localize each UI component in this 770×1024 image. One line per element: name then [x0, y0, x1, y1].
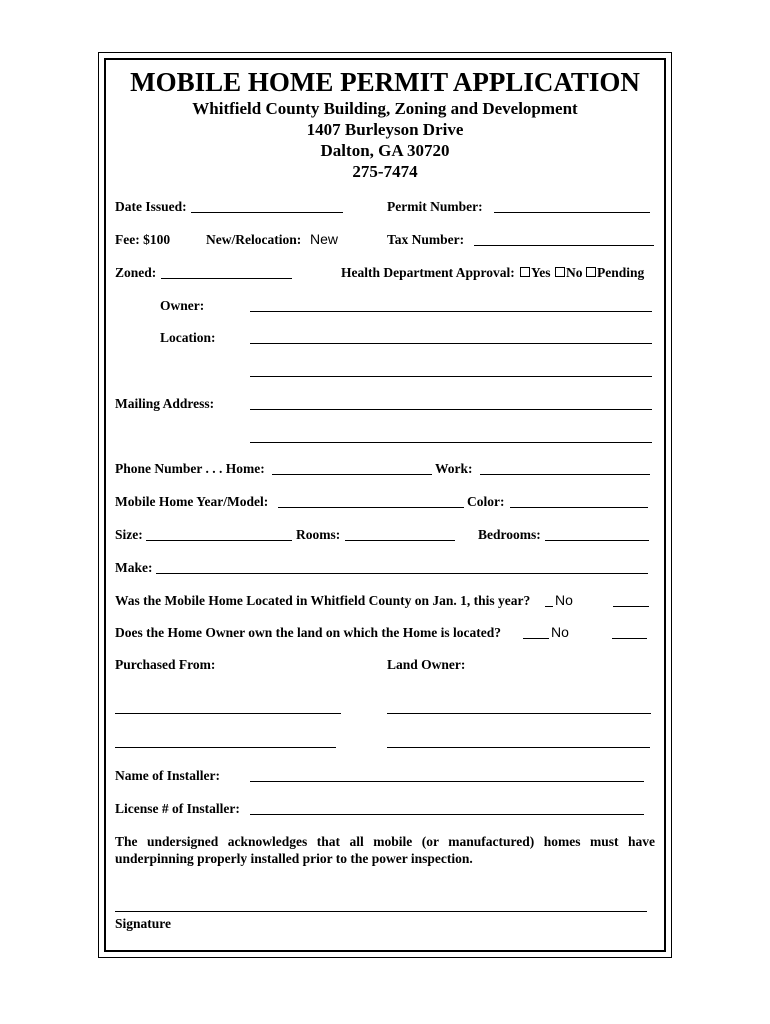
org-city: Dalton, GA 30720: [320, 141, 450, 160]
purchased-from-field-2[interactable]: [115, 747, 336, 748]
tax-number-label: Tax Number:: [387, 232, 465, 247]
year-model-label: Mobile Home Year/Model:: [115, 494, 269, 509]
own-land-answer[interactable]: No: [551, 624, 569, 640]
location-field-1[interactable]: [250, 343, 652, 344]
installer-license-field[interactable]: [250, 814, 644, 815]
own-land-answer-line: [523, 638, 549, 639]
permit-number-field[interactable]: [494, 212, 650, 213]
mailing-address-label: Mailing Address:: [115, 396, 215, 411]
phone-work-label: Work:: [435, 461, 473, 476]
make-field[interactable]: [156, 573, 648, 574]
health-no-label: No: [566, 265, 583, 280]
health-pending-label: Pending: [597, 265, 645, 280]
bedrooms-field[interactable]: [545, 540, 649, 541]
located-answer[interactable]: No: [555, 592, 573, 608]
installer-license-label: License # of Installer:: [115, 801, 240, 816]
health-yes-label: Yes: [531, 265, 551, 280]
rooms-label: Rooms:: [296, 527, 341, 542]
installer-name-field[interactable]: [250, 781, 644, 782]
located-answer-line: [545, 606, 553, 607]
location-label: Location:: [160, 330, 216, 345]
signature-field[interactable]: [115, 911, 647, 912]
land-owner-label: Land Owner:: [387, 657, 466, 672]
phone-home-field[interactable]: [272, 474, 432, 475]
size-field[interactable]: [146, 540, 292, 541]
org-name: Whitfield County Building, Zoning and Development: [192, 99, 578, 118]
health-no-checkbox[interactable]: [555, 267, 565, 277]
location-field-2[interactable]: [250, 376, 652, 377]
health-yes-checkbox[interactable]: [520, 267, 530, 277]
org-phone: 275-7474: [352, 162, 418, 181]
org-address: 1407 Burleyson Drive: [306, 120, 464, 139]
land-owner-field-2[interactable]: [387, 747, 650, 748]
purchased-from-label: Purchased From:: [115, 657, 216, 672]
mailing-address-field-2[interactable]: [250, 442, 652, 443]
own-land-question: Does the Home Owner own the land on which the Home is located?: [115, 625, 501, 640]
mailing-address-field-1[interactable]: [250, 409, 652, 410]
year-model-field[interactable]: [278, 507, 464, 508]
rooms-field[interactable]: [345, 540, 455, 541]
form-title: MOBILE HOME PERMIT APPLICATION: [130, 67, 640, 97]
acknowledgement-text: The undersigned acknowledges that all mobile (or manufactured) homes must have underpinning properly installed prior to the power inspection.: [115, 834, 655, 866]
health-pending-checkbox[interactable]: [586, 267, 596, 277]
phone-home-label: Phone Number . . . Home:: [115, 461, 265, 476]
size-label: Size:: [115, 527, 143, 542]
land-owner-field-1[interactable]: [387, 713, 651, 714]
installer-name-label: Name of Installer:: [115, 768, 220, 783]
located-extra-field[interactable]: [613, 606, 649, 607]
make-label: Make:: [115, 560, 153, 575]
new-relocation-value[interactable]: New: [310, 231, 339, 247]
zoned-label: Zoned:: [115, 265, 157, 280]
new-relocation-label: New/Relocation:: [206, 232, 302, 247]
date-issued-field[interactable]: [191, 212, 343, 213]
owner-field[interactable]: [250, 311, 652, 312]
permit-number-label: Permit Number:: [387, 199, 483, 214]
fee-label: Fee: $100: [115, 232, 171, 247]
color-field[interactable]: [510, 507, 648, 508]
zoned-field[interactable]: [161, 278, 292, 279]
phone-work-field[interactable]: [480, 474, 650, 475]
color-label: Color:: [467, 494, 505, 509]
signature-label: Signature: [115, 916, 172, 931]
bedrooms-label: Bedrooms:: [478, 527, 541, 542]
tax-number-field[interactable]: [474, 245, 654, 246]
owner-label: Owner:: [160, 298, 205, 313]
located-question: Was the Mobile Home Located in Whitfield County on Jan. 1, this year?: [115, 593, 531, 608]
purchased-from-field-1[interactable]: [115, 713, 341, 714]
health-dept-label: Health Department Approval:: [341, 265, 515, 280]
own-land-extra-field[interactable]: [612, 638, 647, 639]
date-issued-label: Date Issued:: [115, 199, 187, 214]
